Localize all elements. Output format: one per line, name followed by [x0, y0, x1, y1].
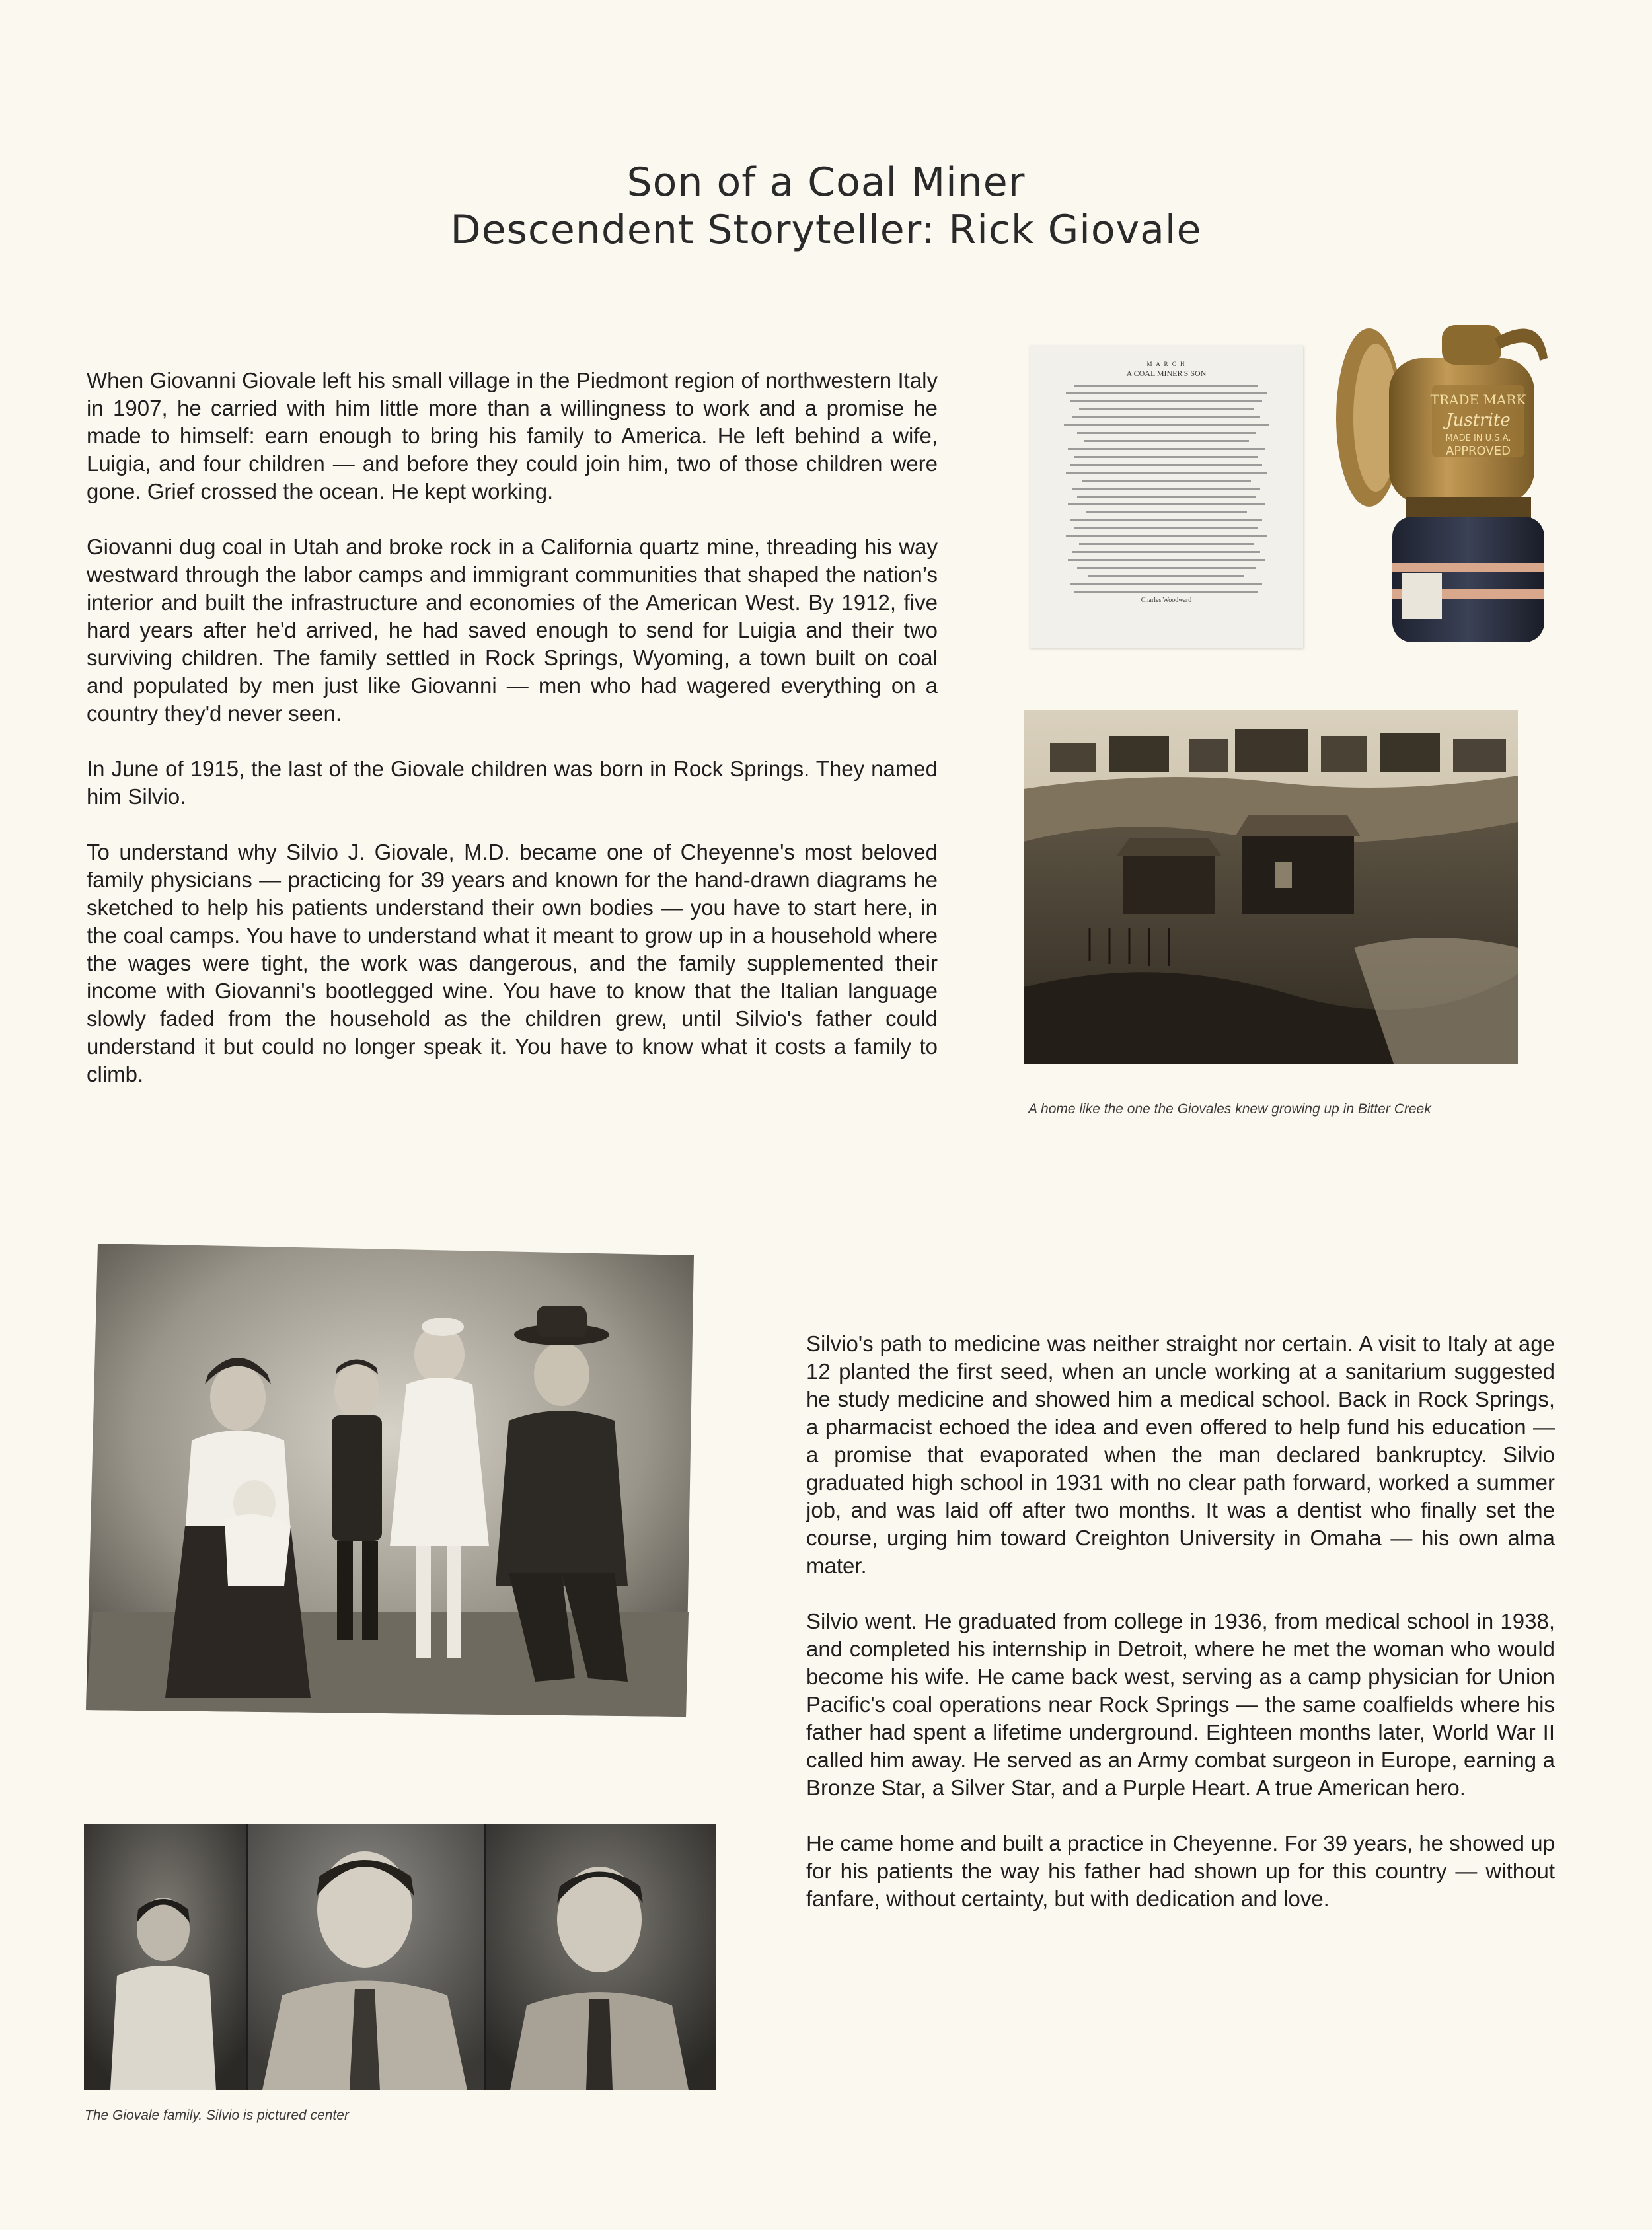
- lamp-label-1: TRADE MARK: [1430, 392, 1526, 408]
- lamp-label-4: APPROVED: [1446, 444, 1511, 458]
- poem-header: M A R C H: [1146, 361, 1186, 367]
- paragraph: When Giovanni Giovale left his small village in the Piedmont region of northwestern Italy in 1907, he carried with him little more than a willingness to work and a promise he made to himself: earn enough to bring his family to America. He left behind a wife, Luigia, and four children — and before they could join him, two of those children were gone. Grief crossed the ocean. He kept working.: [87, 368, 938, 503]
- title-line-2: Descendent Storyteller: Rick Giovale: [450, 207, 1202, 253]
- paragraph: Silvio went. He graduated from college in 1936, from medical school in 1938, and completed his internship in Detroit, where he met the woman who would become his wife. He came back west, serving as a camp physician for Union Pacific's coal operations near Rock Springs — the same coalfields where his father had spent a lifetime underground. Eighteen months later, World War II called him away. He served as an Army combat surgeon in Europe, earning a Bronze Star, a Silver Star, and a Purple Heart. A true American hero.: [806, 1609, 1555, 1800]
- paragraph: In June of 1915, the last of the Giovale children was born in Rock Springs. They named him Silvio.: [87, 757, 938, 809]
- title-line-1: Son of a Coal Miner: [626, 159, 1026, 205]
- page-title: [0, 159, 1652, 254]
- paragraph: Giovanni dug coal in Utah and broke rock in a California quartz mine, threading his way westward through the labor camps and immigrant communities that shaped the nation’s interior and built the infrastructure and economies of the American West. By 1912, five hard years after he'd arrived, he had saved enough to send for Luigia and their two surviving children. The family settled in Rock Springs, Wyoming, a town built on coal and populated by men just like Giovanni — men who had wagered everything on a country they'd never seen.: [87, 535, 938, 725]
- mining-camp-photo: [1024, 710, 1518, 1064]
- lamp-label-3: MADE IN U.S.A.: [1445, 433, 1511, 443]
- paragraph: To understand why Silvio J. Giovale, M.D. became one of Cheyenne's most beloved family physicians — practicing for 39 years and known for the hand-drawn diagrams he sketched to help his patients understand their own bodies — you have to start here, in the coal camps. You have to understand what it meant to grow up in a household where the wages were tight, the work was dangerous, and the family supplemented their income with Giovanni's bootlegged wine. You have to know that the Italian language slowly faded from the household as the children grew, until Silvio's father could understand it but could no longer speak it. You have to know what it costs a family to climb.: [87, 840, 938, 1086]
- paragraph: He came home and built a practice in Cheyenne. For 39 years, he showed up for his patients the way his father had shown up for this country — without fanfare, without certainty, but with dedication and love.: [806, 1831, 1555, 1911]
- lamp-label-2: Justrite: [1446, 410, 1511, 430]
- family-photo-caption: The Giovale family. Silvio is pictured center: [85, 2108, 349, 2123]
- story-left-column: [87, 367, 938, 1116]
- story-right-column: [806, 1330, 1555, 1941]
- paragraph: Silvio's path to medicine was neither straight nor certain. A visit to Italy at age 12 planted the first seed, when an uncle working at a sanitarium suggested he study medicine and showed him a medical school. Back in Rock Springs, a pharmacist echoed the idea and even offered to help fund his education — a promise that evaporated when the man declared bankruptcy. Silvio graduated high school in 1931 with no clear path forward, worked a summer job, and was laid off after two months. It was a dentist who finally set the course, urging him toward Creighton University in Omaha — his own alma mater.: [806, 1331, 1555, 1578]
- portraits-strip-photo: [84, 1824, 716, 2090]
- carbide-lamp-image: [1330, 312, 1567, 653]
- poem-title: A COAL MINER'S SON: [1126, 369, 1207, 378]
- poem-scan-image: [1030, 345, 1303, 648]
- camp-photo-caption: A home like the one the Giovales knew growing up in Bitter Creek: [1028, 1101, 1431, 1117]
- poem-signature: Charles Woodward: [1141, 597, 1192, 604]
- family-portrait-photo: [86, 1242, 696, 1718]
